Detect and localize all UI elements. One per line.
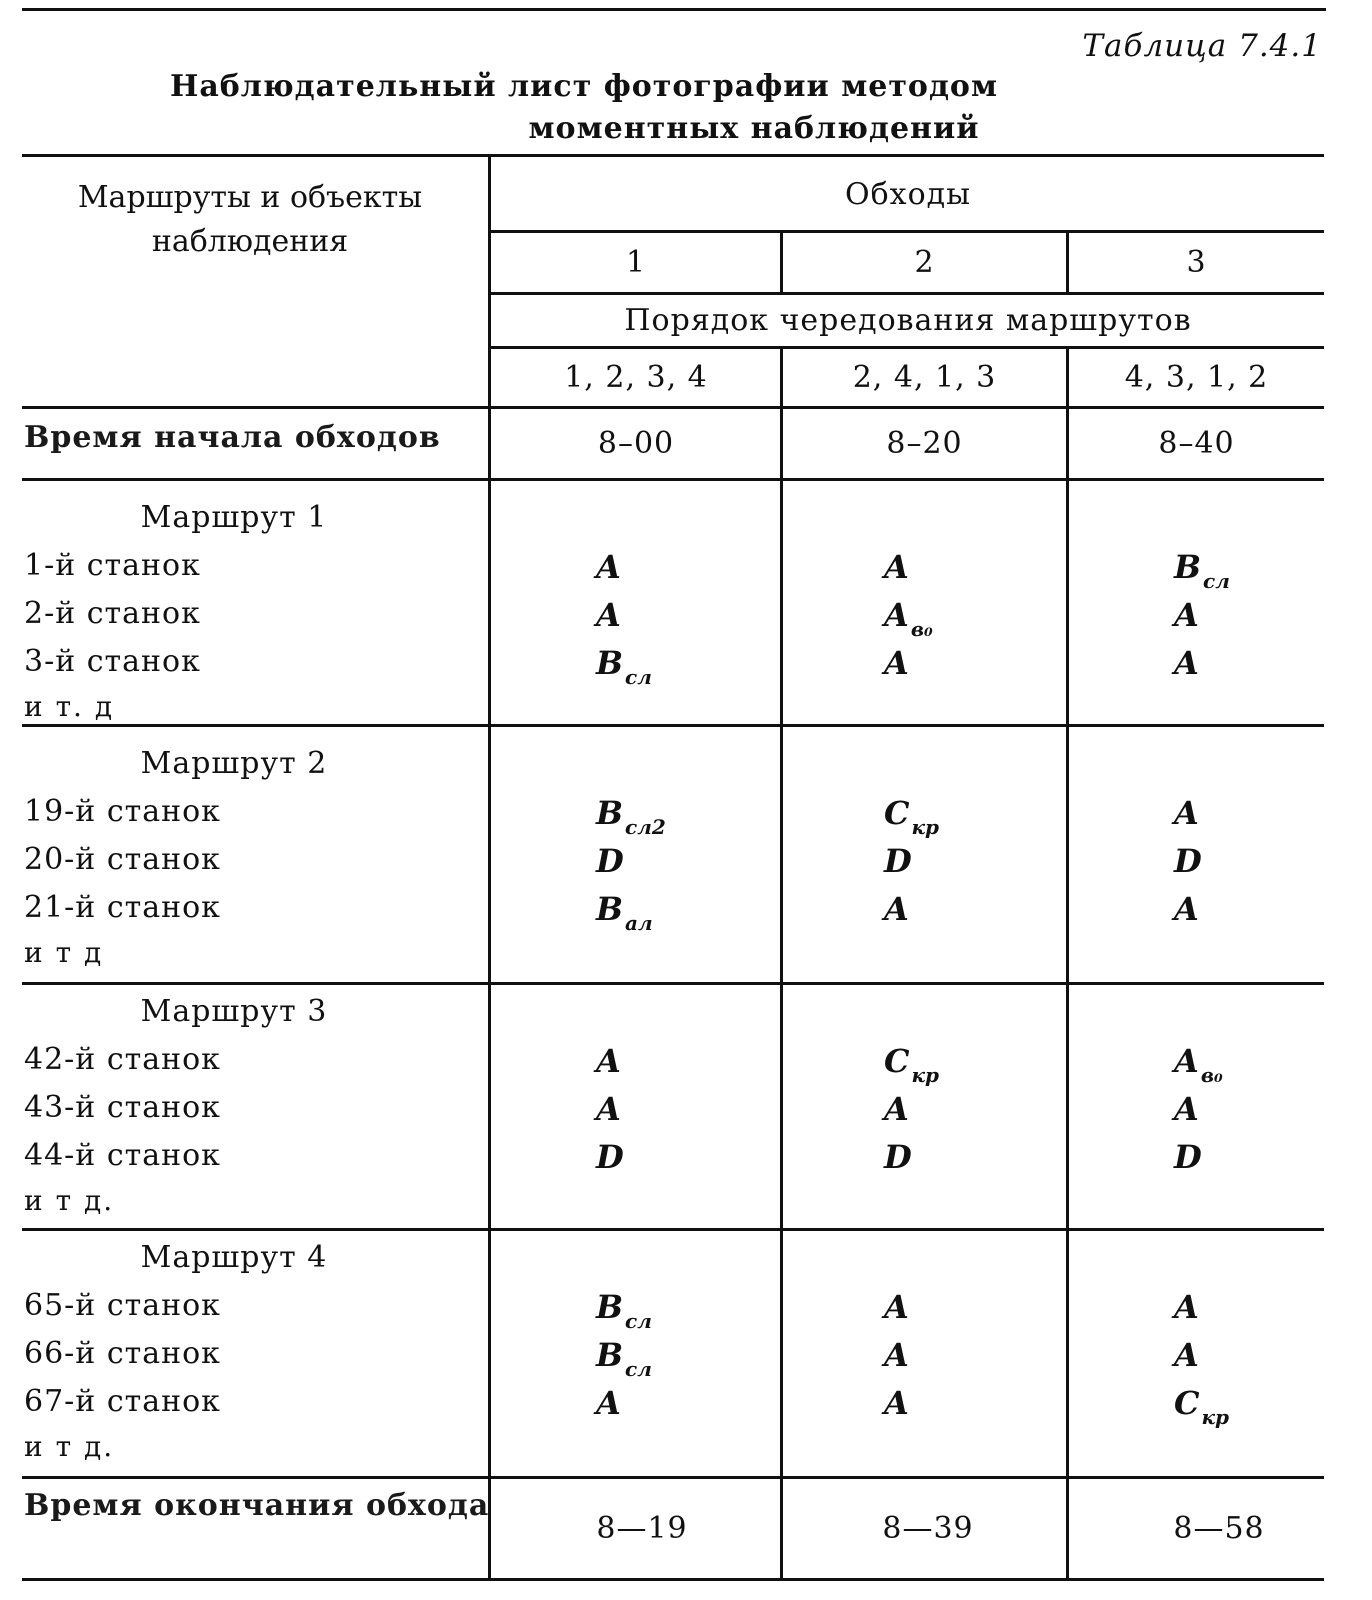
machine-label: 65-й станок — [24, 1288, 221, 1323]
end-time-label: Время окончания обхода — [24, 1488, 490, 1523]
code-base: D — [596, 1138, 624, 1176]
title-line-2: моментных наблюдений — [528, 111, 980, 146]
route-title-3: Маршрут 3 — [140, 994, 328, 1029]
rule-col-divider-main — [488, 154, 491, 1580]
observation-code — [884, 1336, 909, 1374]
observation-code — [1174, 1384, 1229, 1429]
code-base: A — [596, 1042, 621, 1080]
observation-code — [884, 890, 909, 928]
observation-code — [596, 794, 666, 839]
code-base: A — [1174, 1288, 1199, 1326]
observation-code — [596, 1384, 621, 1422]
etc-label: и т. д — [24, 690, 115, 723]
code-subscript: сл — [1203, 569, 1230, 593]
code-base: A — [884, 1090, 909, 1128]
route-title-4: Маршрут 4 — [140, 1240, 328, 1275]
rule-after-route-2 — [22, 982, 1324, 985]
machine-label: 19-й станок — [24, 794, 221, 829]
end-time-1: 8—19 — [596, 1510, 688, 1546]
observation-code — [596, 842, 624, 880]
code-base: B — [596, 890, 624, 928]
code-base: B — [596, 1288, 624, 1326]
route-order-3: 4, 3, 1, 2 — [1124, 359, 1269, 395]
code-base: B — [1174, 548, 1202, 586]
observation-code — [1174, 596, 1199, 634]
observation-code — [1174, 644, 1199, 682]
code-base: D — [596, 842, 624, 880]
end-time-2: 8—39 — [882, 1510, 974, 1546]
observation-code — [884, 794, 939, 839]
code-base: A — [884, 596, 909, 634]
code-base: D — [884, 842, 912, 880]
start-time-1: 8–00 — [597, 425, 675, 461]
code-base: A — [884, 1384, 909, 1422]
rule-table-top — [22, 154, 1324, 157]
observation-code — [884, 842, 912, 880]
code-subscript: в₀ — [1200, 1063, 1223, 1087]
code-base: D — [1174, 1138, 1202, 1176]
header-order-label: Порядок чередования маршрутов — [624, 302, 1192, 338]
code-base: A — [884, 890, 909, 928]
code-subscript: сл — [625, 665, 652, 689]
code-base: A — [596, 1090, 621, 1128]
observation-code — [1174, 794, 1199, 832]
observation-code — [1174, 548, 1230, 593]
observation-code — [596, 1288, 652, 1333]
code-base: A — [884, 1336, 909, 1374]
round-number-2: 2 — [914, 244, 935, 280]
observation-code — [884, 548, 909, 586]
route-title-2: Маршрут 2 — [140, 746, 328, 781]
start-time-3: 8–40 — [1158, 425, 1235, 461]
machine-label: 66-й станок — [24, 1336, 221, 1371]
code-subscript: кр — [1201, 1405, 1229, 1429]
observation-code — [596, 548, 621, 586]
rule-after-route-3 — [22, 1228, 1324, 1231]
observation-code — [884, 596, 933, 641]
machine-label: 21-й станок — [24, 890, 221, 925]
table-title — [22, 66, 1326, 150]
code-base: B — [596, 1336, 624, 1374]
code-subscript: в₀ — [910, 617, 933, 641]
round-number-3: 3 — [1186, 244, 1207, 280]
code-base: C — [884, 1042, 910, 1080]
observation-code — [1174, 842, 1202, 880]
top-rule — [22, 8, 1326, 11]
route-title-1: Маршрут 1 — [140, 500, 328, 535]
rule-col-2b — [780, 346, 783, 1580]
code-base: A — [1174, 890, 1199, 928]
observation-code — [1174, 1042, 1223, 1087]
observation-code — [1174, 1090, 1199, 1128]
rule-after-start-time — [22, 478, 1324, 481]
code-base: B — [596, 644, 624, 682]
title-line-1: Наблюдательный лист фотографии методом — [169, 69, 999, 104]
code-base: A — [596, 1384, 621, 1422]
code-subscript: сл — [625, 1357, 652, 1381]
machine-label: 3-й станок — [24, 644, 201, 679]
machine-label: 1-й станок — [24, 548, 201, 583]
observation-code — [596, 1138, 624, 1176]
header-rounds: Обходы — [845, 176, 971, 212]
route-order-1: 1, 2, 3, 4 — [564, 359, 708, 395]
code-base: A — [1174, 1090, 1199, 1128]
machine-label: 2-й станок — [24, 596, 201, 631]
code-base: D — [1174, 842, 1202, 880]
etc-label: и т д. — [24, 1430, 115, 1463]
observation-code — [1174, 1288, 1199, 1326]
machine-label: 42-й станок — [24, 1042, 221, 1077]
code-base: C — [884, 794, 910, 832]
code-base: A — [1174, 794, 1199, 832]
table-number: Таблица 7.4.1 — [1082, 28, 1322, 64]
observation-code — [884, 644, 909, 682]
etc-label: и т д. — [24, 1184, 115, 1217]
observation-code — [596, 596, 621, 634]
machine-label: 43-й станок — [24, 1090, 221, 1125]
code-base: B — [596, 794, 624, 832]
code-base: C — [1174, 1384, 1200, 1422]
code-subscript: кр — [911, 815, 939, 839]
start-time-2: 8–20 — [886, 425, 963, 461]
rule-after-route-4 — [22, 1476, 1324, 1479]
machine-label: 20-й станок — [24, 842, 221, 877]
code-base: A — [884, 644, 909, 682]
rule-header-bottom — [22, 406, 1324, 409]
code-subscript: сл2 — [625, 815, 666, 839]
route-order-2: 2, 4, 1, 3 — [852, 359, 997, 395]
observation-code — [596, 1090, 621, 1128]
machine-label: 44-й станок — [24, 1138, 221, 1173]
code-base: A — [1174, 1336, 1199, 1374]
start-time-label: Время начала обходов — [24, 420, 441, 455]
observation-code — [596, 644, 652, 689]
code-base: D — [884, 1138, 912, 1176]
observation-code — [884, 1090, 909, 1128]
code-base: A — [596, 596, 621, 634]
rule-col-3b — [1066, 346, 1069, 1580]
code-base: A — [1174, 1042, 1199, 1080]
observation-code — [596, 1042, 621, 1080]
observation-code — [596, 890, 653, 935]
end-time-3: 8—58 — [1173, 1510, 1265, 1546]
code-subscript: ал — [625, 911, 653, 935]
observation-code — [884, 1384, 909, 1422]
machine-label: 67-й станок — [24, 1384, 221, 1419]
rule-after-route-1 — [22, 724, 1324, 727]
code-base: A — [884, 1288, 909, 1326]
code-base: A — [596, 548, 621, 586]
observation-code — [884, 1042, 939, 1087]
observation-code — [596, 1336, 652, 1381]
observation-code — [1174, 890, 1199, 928]
observation-code — [884, 1138, 912, 1176]
code-base: A — [1174, 596, 1199, 634]
etc-label: и т д — [24, 936, 104, 969]
code-base: A — [884, 548, 909, 586]
code-subscript: кр — [911, 1063, 939, 1087]
code-subscript: сл — [625, 1309, 652, 1333]
observation-code — [1174, 1138, 1202, 1176]
code-base: A — [1174, 644, 1199, 682]
observation-code — [884, 1288, 909, 1326]
header-objects-column: Маршруты и объекты наблюдения — [77, 180, 423, 259]
observation-code — [1174, 1336, 1199, 1374]
round-number-1: 1 — [625, 244, 647, 280]
rule-table-bottom — [22, 1578, 1324, 1581]
